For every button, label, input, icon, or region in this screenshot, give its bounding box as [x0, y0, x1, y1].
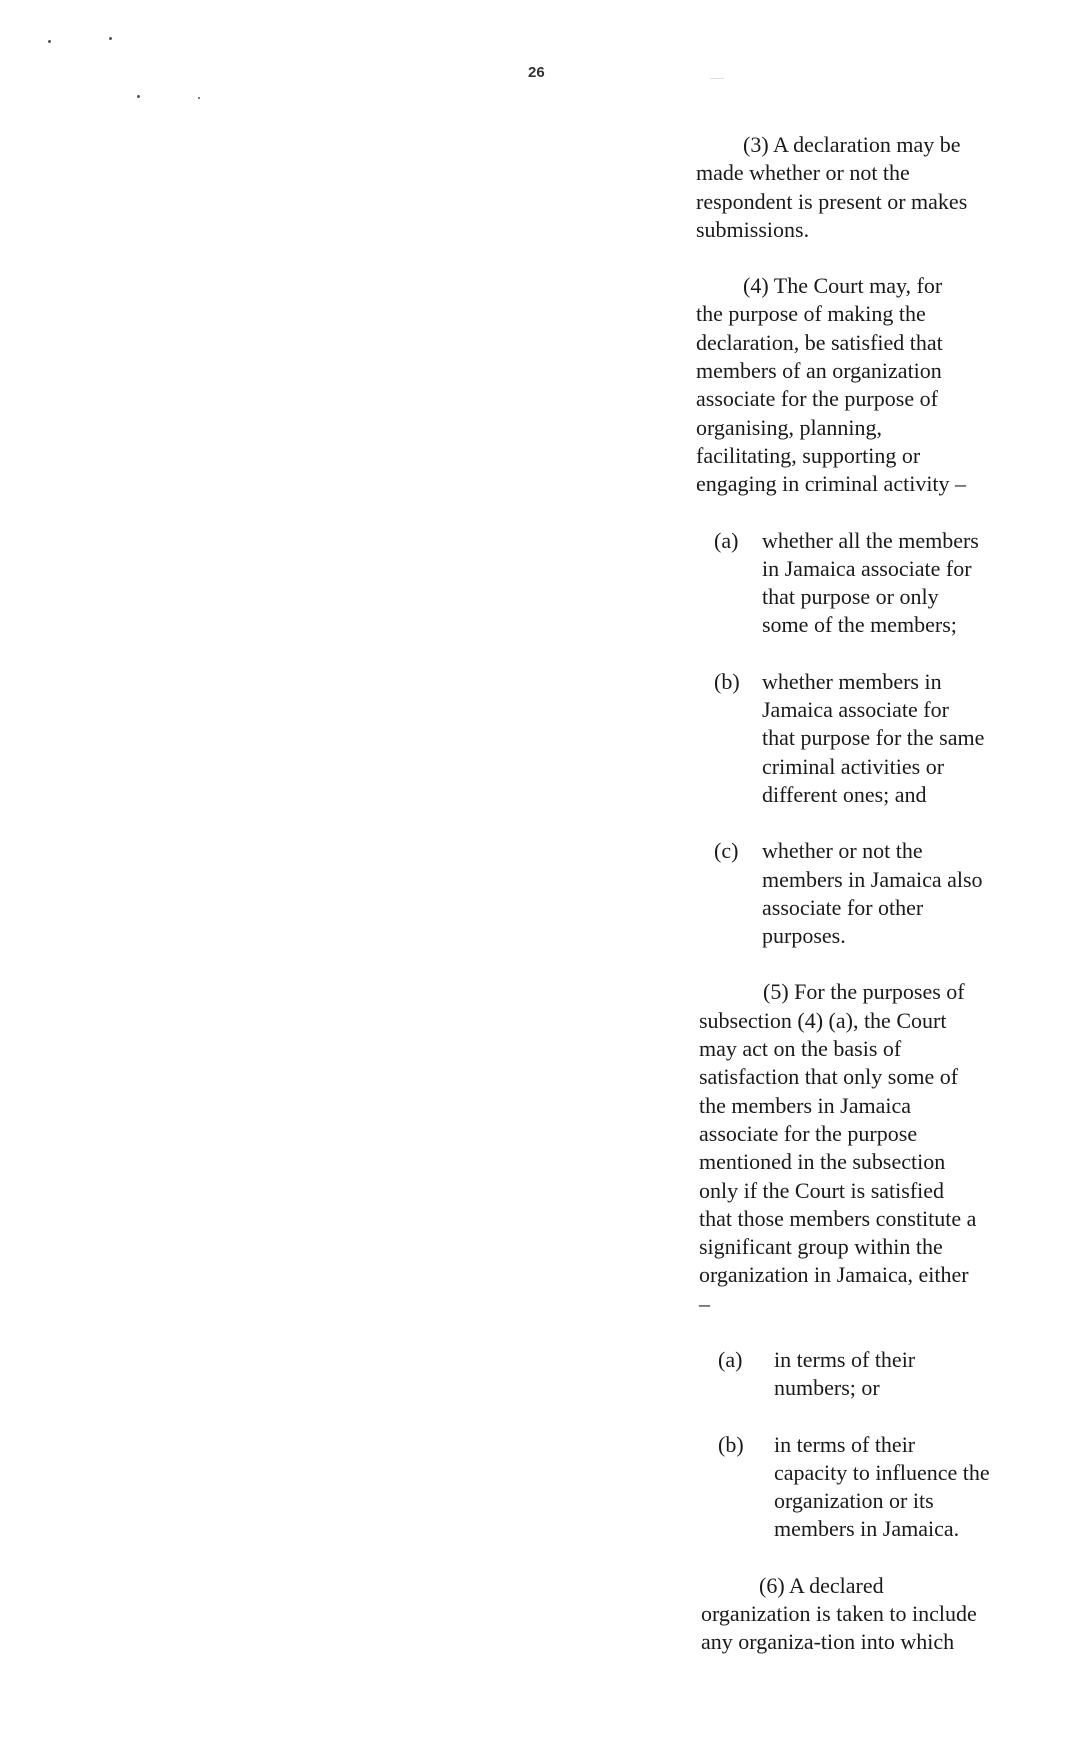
text-column	[696, 131, 1026, 1685]
list-item	[714, 668, 1026, 809]
scan-speck	[109, 37, 112, 40]
list-item-text: in terms of their capacity to influence the organization or its members in Jamaica.	[774, 1431, 990, 1542]
subsection-text: The Court may, for the purpose of making the declaration, be satisfied that members of an organization associate for the purpose of organising, planning, facilitating, supporting or engaging in criminal activity –	[696, 273, 967, 497]
subsection-number: (3)	[743, 132, 769, 157]
subsection-text: A declaration may be made whether or not the respondent is present or makes submissions.	[696, 132, 968, 242]
subsection-6	[701, 1572, 1026, 1657]
list-item-text: in terms of their numbers; or	[774, 1346, 916, 1401]
subsection-3	[696, 131, 1026, 244]
subsection-text: A declared organization is taken to include any organiza-tion into which	[701, 1572, 977, 1655]
list-item	[714, 527, 1026, 640]
list-item	[718, 1431, 1026, 1544]
scan-speck	[48, 40, 51, 43]
page-number: 26	[528, 64, 545, 81]
list-item-label: (a)	[718, 1346, 743, 1372]
subsection-text: For the purposes of subsection (4) (a), the Court may act on the basis of satisfaction that only some of the members in Jamaica associate for the purpose mentioned in the subsection only if the Court is satisfied that those members constitute a significant group within the organization in Jamaica, either –	[699, 979, 977, 1316]
subsection-number: (5)	[763, 979, 789, 1005]
scan-speck	[198, 97, 200, 99]
subsection-4	[696, 272, 1026, 498]
subsection-number: (4)	[743, 273, 769, 299]
list-item-label: (a)	[714, 527, 739, 553]
subsection-5	[699, 978, 1026, 1318]
list-item	[714, 837, 1026, 950]
list-item-text: whether all the members in Jamaica associate for that purpose or only some of the members;	[762, 527, 979, 638]
list-item-label: (c)	[714, 838, 739, 864]
scan-speck	[137, 95, 140, 98]
subsection-number: (6)	[759, 1572, 785, 1598]
list-item-text: whether or not the members in Jamaica also associate for other purposes.	[762, 838, 983, 949]
list-item-text: whether members in Jamaica associate for that purpose for the same criminal activities or different ones; and	[762, 668, 985, 807]
list-item	[718, 1346, 1026, 1403]
scan-mark	[710, 78, 724, 79]
list-item-label: (b)	[714, 668, 740, 694]
list-item-label: (b)	[718, 1431, 744, 1457]
